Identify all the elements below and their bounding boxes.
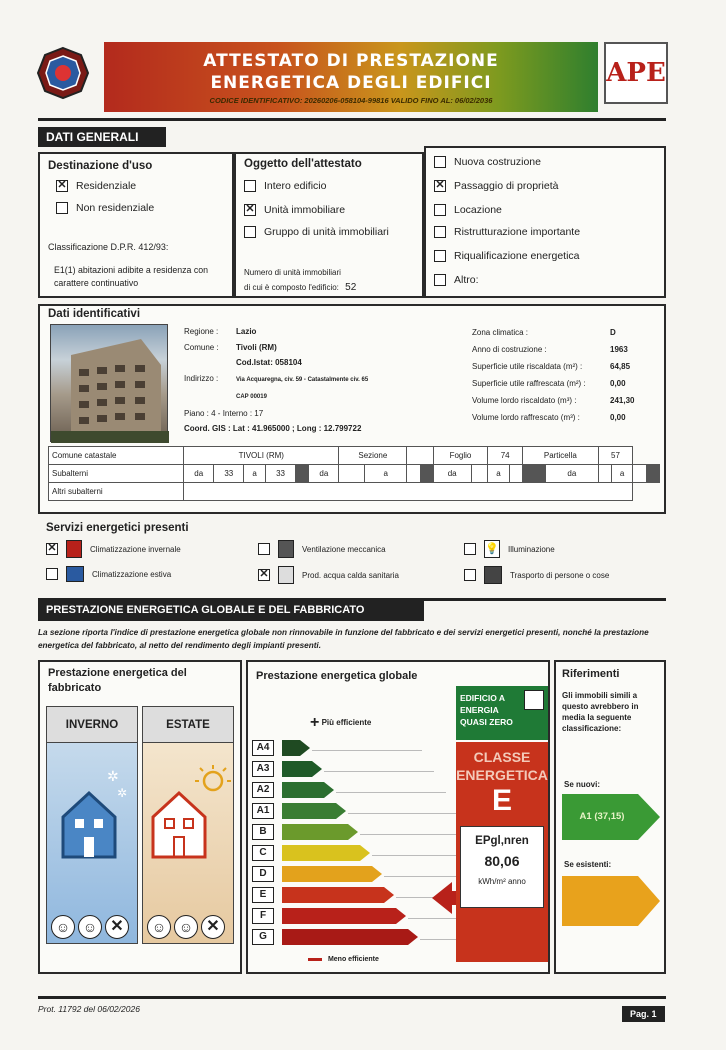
sup-risc-key: Superficie utile riscaldata (m²) : — [472, 362, 583, 371]
catasto-row-1 — [49, 447, 660, 465]
sub-dark-cell — [523, 465, 546, 483]
classe-label: CLASSE ENERGETICA — [456, 749, 548, 783]
ep-unit: kWh/m² anno — [478, 877, 526, 886]
checkbox[interactable] — [434, 156, 446, 168]
radiator-icon — [66, 540, 82, 558]
istat-row — [184, 355, 368, 371]
da-label: da — [309, 465, 339, 483]
minus-icon — [308, 958, 322, 961]
option-nuova-costruzione[interactable] — [434, 156, 541, 168]
fabbricato-title: Prestazione energetica del fabbricato — [48, 667, 187, 694]
energy-class-a2-bar — [256, 782, 334, 798]
ape-logo — [604, 42, 668, 104]
svg-text:✲: ✲ — [117, 786, 128, 800]
meno-efficiente — [308, 956, 379, 963]
numero-label-2-text: di cui è composto l'edificio: — [244, 283, 339, 292]
motivo-box — [424, 146, 666, 298]
empty-cell — [407, 465, 420, 483]
option-unita-immobiliare[interactable] — [244, 204, 345, 216]
foglio-value: 74 — [488, 447, 523, 465]
sup-risc-value: 64,85 — [610, 362, 631, 371]
checkbox-checked[interactable]: ✕ — [435, 179, 445, 191]
code-line: CODICE IDENTIFICATIVO: 20260206-058104-99816 VALIDO FINO AL: 06/02/2036 — [209, 96, 493, 105]
option-ristrutturazione[interactable] — [434, 226, 580, 238]
energy-class-tip — [312, 761, 322, 777]
section-divider — [38, 118, 666, 121]
option-label: Nuova costruzione — [454, 156, 541, 168]
subalterni-label: Subalterni — [49, 465, 184, 483]
house-winter-icon — [47, 747, 139, 877]
sub-dark-cell — [420, 465, 433, 483]
anno-row — [472, 341, 634, 358]
ep-box — [460, 826, 544, 908]
energy-class-a3-bar — [256, 761, 322, 777]
servizi-title: Servizi energetici presenti — [46, 522, 189, 534]
vol-risc-key: Volume lordo riscaldato (m³) : — [472, 396, 577, 405]
energy-class-a1-bar — [256, 803, 346, 819]
energy-class-fill — [282, 866, 372, 882]
da-label: da — [546, 465, 598, 483]
energy-class-e-bar — [259, 887, 394, 903]
section-prestazione: PRESTAZIONE ENERGETICA GLOBALE E DEL FABBRICATO — [38, 601, 424, 621]
smiley-selected-icon: ✕ — [105, 915, 129, 939]
bulb-icon: 💡 — [484, 540, 500, 558]
energy-class-label: D — [252, 866, 274, 882]
energy-class-tip — [408, 929, 418, 945]
empty-cell — [633, 465, 646, 483]
sezione-label: Sezione — [339, 447, 407, 465]
sup-raff-value: 0,00 — [610, 379, 626, 388]
particella-label: Particella — [523, 447, 598, 465]
energy-class-label: E — [252, 887, 274, 903]
energy-class-a4-bar — [256, 740, 310, 756]
checkbox[interactable] — [464, 569, 476, 581]
vol-raff-row — [472, 409, 634, 426]
checkbox[interactable] — [244, 226, 256, 238]
energy-class-fill — [282, 929, 408, 945]
option-label: Altro: — [454, 274, 479, 286]
option-label: Unità immobiliare — [264, 204, 346, 216]
servizio-ventilazione[interactable] — [258, 540, 386, 558]
option-label: Residenziale — [76, 180, 137, 192]
checkbox-checked[interactable]: ✕ — [57, 179, 67, 191]
checkbox[interactable] — [56, 202, 68, 214]
esistenti-arrow — [562, 876, 660, 926]
energy-class-fill — [282, 740, 300, 756]
estate-panel — [142, 706, 234, 944]
piu-efficiente-label: Più efficiente — [321, 718, 372, 728]
energy-class-guide — [360, 834, 470, 835]
smiley-icon: ☺ — [174, 915, 198, 939]
ep-label: EPgl,nren — [475, 835, 529, 847]
footer-page: Pag. 1 — [622, 1006, 665, 1022]
energy-class-tip — [396, 908, 406, 924]
servizio-label: Climatizzazione estiva — [92, 569, 172, 579]
option-label: Intero edificio — [264, 180, 327, 192]
comune-row — [184, 340, 368, 356]
altri-subalterni-label: Altri subalterni — [49, 483, 184, 501]
altri-subalterni-value — [184, 483, 633, 501]
sub-dark-cell — [296, 465, 309, 483]
checkbox[interactable] — [464, 543, 476, 555]
ep-value: 80,06 — [484, 853, 520, 869]
vol-risc-value: 241,30 — [610, 396, 635, 405]
anno-key: Anno di costruzione : — [472, 345, 547, 354]
checkbox[interactable] — [434, 250, 446, 262]
option-non-residenziale[interactable] — [56, 202, 154, 214]
energy-class-guide — [348, 813, 458, 814]
energy-class-label: F — [252, 908, 274, 924]
energy-class-label: A4 — [252, 740, 274, 756]
oggetto-box — [234, 152, 424, 298]
regione-value: Lazio — [236, 327, 257, 336]
dati-identificativi-title: Dati identificativi — [48, 308, 141, 320]
vol-risc-row — [472, 392, 634, 409]
smiley-icon: ☺ — [147, 915, 171, 939]
servizio-clima-invernale[interactable] — [46, 540, 181, 558]
footer-divider — [38, 996, 666, 999]
inverno-rating — [51, 915, 129, 939]
energy-class-fill — [282, 824, 348, 840]
fan-icon — [278, 540, 294, 558]
energy-class-c-bar — [259, 845, 370, 861]
section-dati-generali: DATI GENERALI — [38, 127, 166, 147]
inverno-panel — [46, 706, 138, 944]
vol-raff-key: Volume lordo raffrescato (m³) : — [472, 413, 580, 422]
sub-a-value: 33 — [265, 465, 295, 483]
gis-row — [184, 421, 368, 437]
servizio-label: Illuminazione — [508, 544, 555, 554]
globale-box — [246, 660, 550, 974]
title-line-1: ATTESTATO DI PRESTAZIONE — [203, 51, 499, 71]
zona-row — [472, 324, 634, 341]
energy-class-label: G — [252, 929, 274, 945]
option-altro[interactable] — [434, 274, 479, 286]
region-logo — [36, 46, 90, 100]
energy-class-d-bar — [259, 866, 382, 882]
energy-class-tip — [360, 845, 370, 861]
da-label: da — [184, 465, 214, 483]
checkbox-checked[interactable]: ✕ — [47, 542, 57, 554]
zona-key: Zona climatica : — [472, 328, 529, 337]
classe-value: E — [491, 784, 512, 817]
sup-risc-row — [472, 358, 634, 375]
energy-class-guide — [312, 750, 422, 751]
numero-value: 52 — [345, 282, 357, 293]
nzeb-label: EDIFICIO A ENERGIA QUASI ZERO — [460, 693, 513, 727]
destinazione-box — [38, 152, 234, 298]
smiley-selected-icon: ✕ — [201, 915, 225, 939]
indirizzo-row — [184, 371, 368, 389]
option-label: Non residenziale — [76, 202, 155, 214]
empty-cell — [339, 465, 365, 483]
catasto-row-2 — [49, 465, 660, 483]
riferimenti-title: Riferimenti — [562, 668, 620, 680]
servizio-acqua-calda[interactable] — [258, 566, 399, 584]
estate-rating — [147, 915, 225, 939]
header-banner — [104, 42, 598, 112]
vol-raff-value: 0,00 — [610, 413, 626, 422]
nuovi-arrow — [562, 794, 660, 840]
energy-class-f-bar — [259, 908, 406, 924]
se-nuovi-label: Se nuovi: — [564, 780, 601, 789]
servizio-label: Ventilazione meccanica — [302, 544, 386, 554]
energy-class-tip — [324, 782, 334, 798]
prestazione-intro: La sezione riporta l'indice di prestazione energetica globale non rinnovabile in funzione del fabbricato e dei servizi energetici presenti, nonché la prestazione energetica del fabbricato, al netto del rendimento degli impianti presenti. — [38, 628, 649, 650]
sub-da-value: 33 — [214, 465, 244, 483]
sup-raff-row — [472, 375, 634, 392]
energy-class-tip — [372, 866, 382, 882]
a-label: a — [488, 465, 510, 483]
sezione-value — [407, 447, 433, 465]
se-esistenti-label: Se esistenti: — [564, 860, 612, 869]
ac-icon — [66, 566, 84, 582]
plus-icon: + — [310, 714, 320, 731]
option-label: Gruppo di unità immobiliari — [264, 226, 389, 238]
smiley-icon: ☺ — [51, 915, 75, 939]
option-passaggio-proprieta[interactable] — [434, 180, 558, 192]
foglio-label: Foglio — [433, 447, 487, 465]
option-riqualificazione[interactable] — [434, 250, 580, 262]
servizio-illuminazione[interactable] — [464, 540, 555, 558]
nuovi-value: A1 (37,15) — [579, 811, 625, 822]
checkbox[interactable] — [434, 226, 446, 238]
a-label: a — [244, 465, 266, 483]
house-summer-icon — [143, 747, 235, 877]
option-gruppo-unita[interactable] — [244, 226, 389, 238]
energy-class-tip — [336, 803, 346, 819]
comune-catastale-value: TIVOLI (RM) — [184, 447, 339, 465]
numero-label-2 — [244, 282, 356, 293]
energy-class-b-bar — [259, 824, 358, 840]
energy-class-tip — [384, 887, 394, 903]
identificativi-right — [472, 324, 634, 426]
energy-class-label: A3 — [252, 761, 274, 777]
catasto-row-3 — [49, 483, 660, 501]
nzeb-box — [456, 686, 548, 740]
shower-icon — [278, 566, 294, 584]
comune-catastale-label: Comune catastale — [49, 447, 184, 465]
comune-value: Tivoli (RM) — [236, 342, 277, 352]
energy-class-tip — [300, 740, 310, 756]
servizio-clima-estiva[interactable] — [46, 566, 171, 582]
identificativi-left — [184, 324, 368, 437]
checkbox-checked[interactable]: ✕ — [259, 568, 269, 580]
energy-class-fill — [282, 761, 312, 777]
smiley-icon: ☺ — [78, 915, 102, 939]
checkbox[interactable] — [434, 274, 446, 286]
classificazione-value: E1(1) abitazioni adibite a residenza con carattere continuativo — [54, 265, 209, 288]
a-label: a — [365, 465, 407, 483]
svg-text:✲: ✲ — [107, 769, 119, 785]
cap-value: CAP 00019 — [236, 394, 267, 400]
energy-class-fill — [282, 803, 336, 819]
energy-class-guide — [324, 771, 434, 772]
comune-key: Comune : — [184, 342, 219, 352]
sup-raff-key: Superficie utile raffrescata (m²) : — [472, 379, 586, 388]
numero-label-1: Numero di unità immobiliari — [244, 268, 341, 277]
piano-row: Piano : 4 - Interno : 17 — [184, 408, 264, 418]
empty-cell — [471, 465, 488, 483]
empty-cell — [509, 465, 522, 483]
title-line-2: ENERGETICA DEGLI EDIFICI — [210, 73, 492, 93]
classe-box — [456, 742, 548, 962]
regione-key: Regione : — [184, 327, 219, 336]
zona-value: D — [610, 328, 616, 337]
option-label: Ristrutturazione importante — [454, 226, 581, 238]
checkbox[interactable] — [434, 204, 446, 216]
istat-value: Cod.Istat: 058104 — [236, 358, 302, 367]
servizio-label: Climatizzazione invernale — [90, 544, 181, 554]
da-label: da — [433, 465, 471, 483]
ape-logo-text: APE — [606, 58, 666, 88]
servizio-label: Trasporto di persone o cose — [510, 570, 610, 580]
energy-class-label: A1 — [252, 803, 274, 819]
oggetto-title: Oggetto dell'attestato — [244, 158, 362, 170]
energy-class-fill — [282, 845, 360, 861]
checkbox[interactable] — [46, 568, 58, 580]
classificazione-title: Classificazione D.P.R. 412/93: — [48, 242, 169, 252]
energy-class-label: C — [252, 845, 274, 861]
option-label: Riqualificazione energetica — [454, 250, 580, 262]
energy-class-fill — [282, 887, 384, 903]
servizio-label: Prod. acqua calda sanitaria — [302, 570, 399, 580]
energy-class-tip — [348, 824, 358, 840]
catasto-table — [48, 446, 660, 501]
gis-value: Coord. GIS : Lat : 41.965000 ; Long : 12.799722 — [184, 424, 362, 433]
a-label: a — [611, 465, 633, 483]
option-locazione[interactable] — [434, 204, 502, 216]
energy-class-fill — [282, 908, 396, 924]
option-residenziale[interactable] — [56, 180, 136, 192]
empty-cell — [598, 465, 611, 483]
option-label: Locazione — [454, 204, 502, 216]
energy-class-fill — [282, 782, 324, 798]
piu-efficiente — [310, 714, 371, 732]
cap-row — [184, 388, 368, 406]
riferimenti-box — [554, 660, 666, 974]
destinazione-title: Destinazione d'uso — [48, 160, 153, 172]
riferimenti-text: Gli immobili simili a questo avrebbero in media la seguente classificazione: — [562, 691, 639, 733]
indirizzo-value: Via Acquaregna, civ. 59 - Catastalmente civ. 65 — [236, 376, 369, 383]
energy-class-guide — [336, 792, 446, 793]
anno-value: 1963 — [610, 345, 628, 354]
elevator-icon — [484, 566, 502, 584]
option-label: Passaggio di proprietà — [454, 180, 559, 192]
estate-label: ESTATE — [143, 707, 233, 743]
energy-class-label: A2 — [252, 782, 274, 798]
energy-class-g-bar — [259, 929, 418, 945]
sub-dark-cell — [646, 465, 659, 483]
nzeb-checkbox[interactable] — [524, 690, 544, 710]
indirizzo-key: Indirizzo : — [184, 373, 219, 383]
regione-row — [184, 324, 368, 340]
checkbox[interactable] — [258, 543, 270, 555]
energy-class-label: B — [252, 824, 274, 840]
building-photo — [50, 324, 168, 442]
class-pointer-arrow — [432, 882, 452, 914]
meno-efficiente-label: Meno efficiente — [327, 956, 379, 963]
option-intero-edificio[interactable] — [244, 180, 326, 192]
checkbox-checked[interactable]: ✕ — [245, 203, 255, 215]
footer-prot: Prot. 11792 del 06/02/2026 — [38, 1004, 140, 1014]
fabbricato-box — [38, 660, 242, 974]
inverno-label: INVERNO — [47, 707, 137, 743]
servizio-trasporto[interactable] — [464, 566, 609, 584]
particella-value: 57 — [598, 447, 633, 465]
globale-title: Prestazione energetica globale — [256, 670, 418, 682]
checkbox[interactable] — [244, 180, 256, 192]
